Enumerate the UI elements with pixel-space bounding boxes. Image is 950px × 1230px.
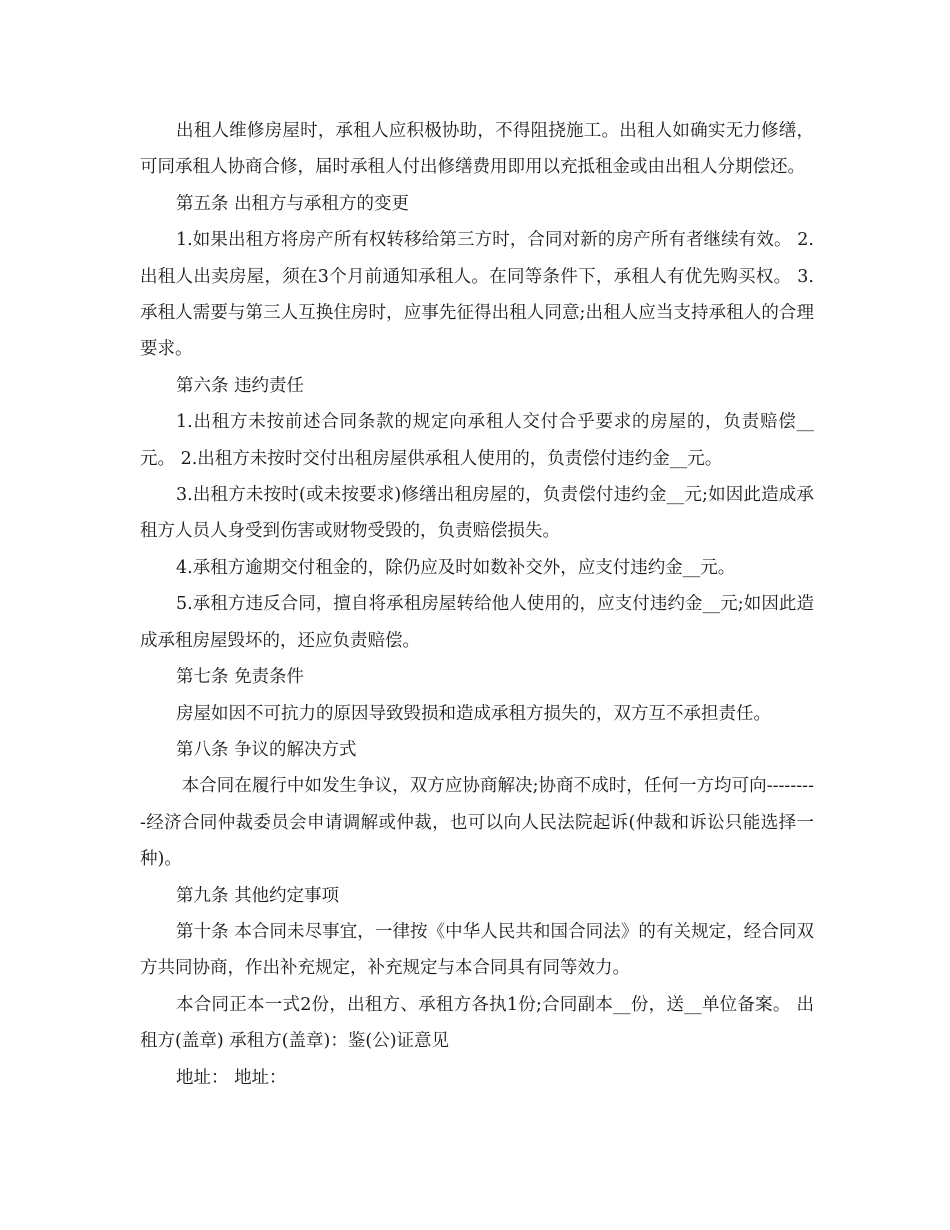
paragraph-article-6-item-5: 5.承租方违反合同，擅自将承租房屋转给他人使用的，应支付违约金__元;如因此造成承租房屋毁坏的，还应负责赔偿。: [140, 594, 814, 651]
paragraph-article-10: 第十条 本合同未尽事宜，一律按《中华人民共和国合同法》的有关规定，经合同双方共同协商，作出补充规定，补充规定与本合同具有同等效力。: [140, 921, 814, 979]
paragraph-article-6-item-1-2: 1.出租方未按前述合同条款的规定向承租人交付合乎要求的房屋的，负责赔偿__元。 2.出租方未按时交付出租房屋供承租人使用的，负责偿付违约金__元。: [140, 412, 814, 469]
paragraph-article-8-body: 本合同在履行中如发生争议，双方应协商解决;协商不成时，任何一方均可向---------经济合同仲裁委员会申请调解或仲裁，也可以向人民法院起诉(仲裁和诉讼只能选择一种)。: [140, 776, 814, 870]
heading-article-7: 第七条 免责条件: [176, 667, 305, 688]
heading-article-5: 第五条 出租方与承租方的变更: [176, 193, 410, 214]
heading-article-9: 第九条 其他约定事项: [176, 885, 340, 906]
document-page: [140, 113, 814, 1096]
heading-article-6: 第六条 违约责任: [176, 375, 305, 396]
paragraph-article-5-body: 1.如果出租方将房产所有权转移给第三方时，合同对新的房产所有者继续有效。 2.出租人出卖房屋，须在3个月前通知承租人。在同等条件下，承租人有优先购买权。 3.承租人需要与第三人互换住房时，应事先征得出租人同意;出租人应当支持承租人的合理要求。: [140, 230, 814, 360]
paragraph-article-6-item-3: 3.出租方未按时(或未按要求)修缮出租房屋的，负责偿付违约金__元;如因此造成承租方人员人身受到伤害或财物受毁的，负责赔偿损失。: [140, 485, 814, 542]
paragraph-article-7-body: 房屋如因不可抗力的原因导致毁损和造成承租方损失的，双方互不承担责任。: [176, 703, 771, 724]
paragraph-article-6-item-4: 4.承租方逾期交付租金的，除仍应及时如数补交外，应支付违约金__元。: [176, 557, 736, 578]
heading-article-8: 第八条 争议的解决方式: [176, 739, 357, 760]
paragraph-addresses: 地址： 地址：: [176, 1067, 287, 1088]
paragraph-repair-cooperation: 出租人维修房屋时，承租人应积极协助，不得阻挠施工。出租人如确实无力修缮，可同承租人协商合修，届时承租人付出修缮费用即用以充抵租金或由出租人分期偿还。: [140, 121, 814, 178]
paragraph-copies-and-signatures: 本合同正本一式2份，出租方、承租方各执1份;合同副本__份，送__单位备案。 出租方(盖章) 承租方(盖章)：鉴(公)证意见: [140, 994, 814, 1052]
